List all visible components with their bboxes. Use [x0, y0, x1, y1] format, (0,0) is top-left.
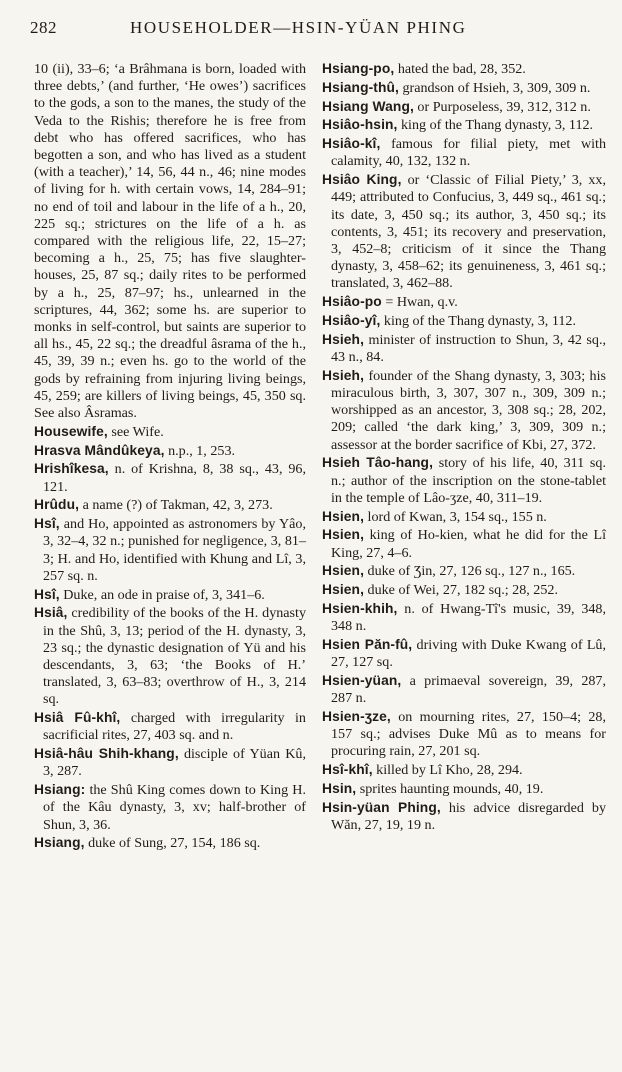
entry-headword: Housewife,: [34, 423, 108, 439]
entry-text: king of the Thang dynasty, 3, 112.: [380, 313, 576, 329]
entry-headword: Hsiâ-hâu Shih-khang,: [34, 746, 179, 762]
entry-headword: Hrishîkesa,: [34, 461, 109, 477]
entry-text: lord of Kwan, 3, 154 sq., 155 n.: [364, 508, 547, 525]
index-entry: [322, 60, 606, 78]
running-title: HOUSEHOLDER—HSIN-YÜAN PHING: [130, 18, 467, 37]
index-entry: [34, 709, 306, 744]
entry-text: the Shû King comes down to King H. of the Kâu dynasty, 3, xv; half-brother of Shun, 3, 36.: [43, 782, 306, 833]
left-column: [34, 60, 306, 853]
entry-headword: Hsien Păn-fû,: [322, 637, 413, 652]
entry-text: on mourning rites, 27, 150–4; 28, 157 sq.; advises Duke Mû as to means for procuring rain, 27, 201 sq.: [331, 709, 606, 760]
entry-text: duke of Ʒin, 27, 126 sq., 127 n., 165.: [364, 563, 576, 580]
entry-headword: Hsien,: [322, 508, 365, 524]
index-entry: [322, 761, 606, 779]
entry-headword: Hsiâo-po: [322, 294, 382, 310]
index-entry: [322, 636, 606, 671]
entry-headword: Hrasva Mândûkeya,: [34, 442, 165, 458]
entry-text: and Ho, appointed as astronomers by Yâo, 3, 32–4, 32 n.; punished for negligence, 3, 81–3; H. and Ho, identified with Khung and Lî, 3, 257 sq. n.: [43, 516, 306, 584]
entry-headword: Hsien-khih,: [322, 601, 398, 616]
entry-headword: Hsî,: [34, 586, 60, 602]
entry-headword: Hsieh,: [322, 367, 365, 383]
entry-text: famous for filial piety, met with calamity, 40, 132, 132 n.: [331, 136, 606, 170]
entry-headword: Hsiang,: [34, 835, 85, 851]
entry-text: minister of instruction to Shun, 3, 42 sq., 43 n., 84.: [331, 331, 606, 365]
index-entry: [322, 562, 606, 580]
index-entry: [322, 526, 606, 561]
page-number: 282: [30, 18, 57, 37]
entry-text: founder of the Shang dynasty, 3, 303; his miraculous birth, 3, 307, 307 n., 309, 309 n.; worshipped as an ancestor, 3, 308 sq.; 28, 202, 209; called ‘the dark king,’ 3, 309, 309 n.; assessor at the border sacrifice of Kbi, 27, 372.: [331, 367, 606, 453]
index-entry: [34, 496, 306, 514]
index-entry: [322, 135, 606, 170]
entry-headword: Hsin-yüan Phing,: [322, 799, 441, 815]
index-entry: [322, 799, 606, 834]
entry-headword: Hsiâo-hsin,: [322, 117, 398, 133]
entry-headword: Hsien,: [322, 582, 365, 598]
entry-text: = Hwan, q.v.: [381, 294, 458, 311]
entry-headword: Hsiang-po,: [322, 61, 395, 76]
entry-headword: Hsiâo-yî,: [322, 313, 381, 328]
index-entry: [34, 586, 306, 604]
index-entry: [322, 508, 606, 526]
index-entry: [34, 781, 306, 834]
entry-text: or ‘Classic of Filial Piety,’ 3, xx, 449; attributed to Confucius, 3, 449 sq., 461 sq.; its date, 3, 450 sq.; its author, 3, 450 sq.; its contents, 3, 451; its recovery and preservation, 3, 452–8; criticism of it since the Thang dynasty, 3, 458–62; its genuineness, 3, 461 sq.; translated, 3, 462–88.: [331, 172, 606, 292]
entry-text: 10 (ii), 33–6; ‘a Brâhmana is born, loaded with three debts,’ (and further, ‘He owes’) sacrifices to the gods, a son to the manes, the study of the Veda to the Rishis; therefore he is free from debt who has offered sacrifices, who has begotten a son, and who has lived as a student (with a teacher),’ 14, 56, 44 n., 46; nine modes of living for h. with certain vows, 14, 284–91; no end of toil and labour in the life of a h., 20, 225 sq.; strictures on the life of a h. as compared with the religious life, 22, 15–27; becoming a h., 25, 75; has five slaughter-houses, 25, 87 sq.; daily rites to be performed by a h., 25, 87–97; hs., unlearned in the scriptures, 44, 362; some hs. are superior to monks in self-control, but saints are superior to all hs., 45, 22 sq.; the dreadful âsrama of the h., 45, 39, 39 n.; even hs. go to the world of the gods by refraining from injuring living beings, 45, 259; are killers of living beings, 45, 350 sq. See also Âsramas.: [34, 61, 306, 422]
index-entry: [322, 171, 606, 292]
entry-headword: Hsiâo-kî,: [322, 136, 381, 152]
entry-text: credibility of the books of the H. dynasty in the Shû, 3, 13; period of the H. dynasty, 3, 23 sq.; the dynastic designation of Yü and his descendants, 3, 63; ‘the Books of H.’ translated, 3, 63–83; overthrow of H., 3, 214 sq.: [43, 605, 306, 708]
index-entry: [322, 367, 606, 454]
entry-text: hated the bad, 28, 352.: [394, 61, 526, 77]
index-entry: [34, 442, 306, 460]
index-entry: [322, 708, 606, 761]
entry-headword: Hsî,: [34, 516, 60, 532]
index-entry: [322, 780, 606, 798]
entry-headword: Hsin,: [322, 781, 357, 796]
index-entry: [34, 515, 306, 585]
index-entry: [34, 604, 306, 708]
index-entry: [34, 745, 306, 780]
entry-text: killed by Lî Kho, 28, 294.: [372, 762, 523, 779]
index-entry: [322, 331, 606, 366]
entry-headword: Hsiang:: [34, 782, 86, 798]
index-entry: [34, 834, 306, 852]
page-header: [0, 18, 622, 50]
entry-text: Duke, an ode in praise of, 3, 341–6.: [59, 586, 265, 603]
right-column: [322, 60, 606, 835]
index-entry: [322, 98, 606, 116]
entry-text: king of the Thang dynasty, 3, 112.: [397, 117, 594, 134]
entry-text: n.p., 1, 253.: [164, 442, 236, 459]
entry-text: duke of Wei, 27, 182 sq.; 28, 252.: [364, 582, 558, 599]
entry-headword: Hsien-yüan,: [322, 673, 402, 688]
index-entry: [34, 460, 306, 495]
entry-headword: Hsiâ Fû-khî,: [34, 710, 121, 726]
entry-text: a name (?) of Takman, 42, 3, 273.: [79, 497, 273, 514]
entry-text: n. of Hwang-Tî's music, 39, 348, 348 n.: [331, 601, 606, 635]
entry-headword: Hsiang-thû,: [322, 79, 399, 95]
entry-headword: Hsî-khî,: [322, 762, 373, 778]
index-entry: [322, 454, 606, 507]
entry-headword: Hsien-ʒze,: [322, 709, 391, 724]
entry-headword: Hsiang Wang,: [322, 98, 414, 114]
entry-headword: Hsiâ,: [34, 605, 68, 621]
index-entry: [322, 312, 606, 330]
index-entry: [322, 79, 606, 97]
index-entry: [34, 423, 306, 441]
entry-text: a primaeval sovereign, 39, 287, 287 n.: [331, 673, 606, 707]
index-entry: [34, 60, 306, 422]
entry-text: driving with Duke Kwang of Lû, 27, 127 sq.: [331, 637, 606, 671]
index-entry: [322, 293, 606, 311]
entry-text: sprites haunting mounds, 40, 19.: [356, 781, 544, 797]
entry-text: duke of Sung, 27, 154, 186 sq.: [84, 835, 261, 852]
entry-headword: Hrûdu,: [34, 497, 80, 513]
entry-text: charged with irregularity in sacrificial rites, 27, 403 sq. and n.: [43, 710, 306, 744]
entry-headword: Hsien,: [322, 527, 365, 543]
entry-headword: Hsieh,: [322, 331, 365, 347]
entry-text: story of his life, 40, 311 sq. n.; author of the inscription on the stone-tablet in the temple of Lâo-ʒze, 40, 311–19.: [331, 455, 606, 506]
entry-text: king of Ho-kien, what he did for the Lî King, 27, 4–6.: [331, 527, 606, 561]
index-entry: [322, 581, 606, 599]
index-entry: [322, 116, 606, 134]
entry-headword: Hsien,: [322, 563, 365, 579]
index-entry: [322, 600, 606, 635]
index-entry: [322, 672, 606, 707]
entry-text: his advice disregarded by Wăn, 27, 19, 19 n.: [331, 799, 606, 833]
entry-text: disciple of Yüan Kû, 3, 287.: [43, 746, 306, 780]
entry-headword: Hsiâo King,: [322, 172, 402, 188]
entry-text: grandson of Hsieh, 3, 309, 309 n.: [398, 79, 591, 96]
entry-text: n. of Krishna, 8, 38 sq., 43, 96, 121.: [43, 461, 306, 495]
entry-headword: Hsieh Tâo-hang,: [322, 455, 434, 471]
entry-text: or Purposeless, 39, 312, 312 n.: [413, 98, 591, 115]
entry-text: see Wife.: [107, 423, 164, 440]
